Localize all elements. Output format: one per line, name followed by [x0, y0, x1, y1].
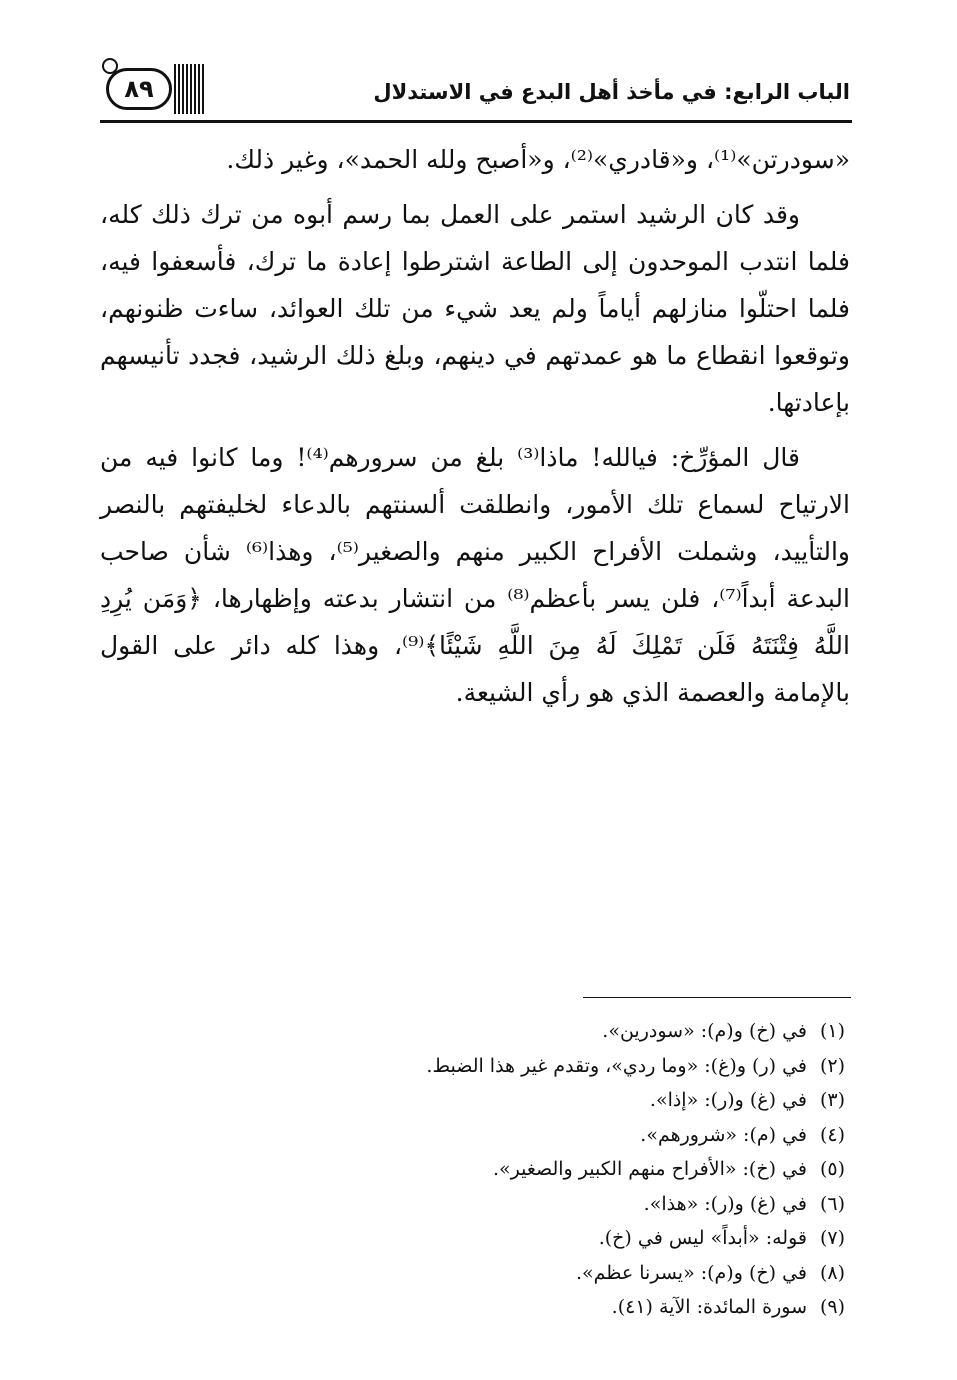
- footnote-text: في (ر) و(غ): «وما ردي»، وتقدم غير هذا الضبط.: [426, 1054, 807, 1077]
- header-rule: [100, 120, 852, 123]
- footnote-number: (٣): [819, 1089, 845, 1111]
- page-header: [100, 58, 852, 128]
- footnote-text: قوله: «أبداً» ليس في (خ).: [598, 1227, 807, 1249]
- paragraph-1: «سودرتن»⁽¹⁾، و«قادري»⁽²⁾، و«أصبح ولله الحمد»، وغير ذلك.: [226, 145, 850, 174]
- footnote-text: في (غ) و(ر): «إذا».: [649, 1089, 807, 1111]
- footnote-item: [245, 1083, 845, 1118]
- paragraph-3: قال المؤرِّخ: فيالله! ماذا⁽³⁾ بلغ من سرورهم⁽⁴⁾! وما كانوا فيه من الارتياح لسماع تلك الأمور، وانطلقت ألسنتهم بالدعاء لخليفتهم بالنصر والتأييد، وشملت الأفراح الكبير منهم والصغير⁽⁵⁾، وهذا⁽⁶⁾ شأن صاحب البدعة أبداً⁽⁷⁾، فلن يسر بأعظم⁽⁸⁾ من انتشار بدعته وإظهارها، ﴿وَمَن يُرِدِ اللَّهُ فِتْنَتَهُ فَلَن تَمْلِكَ لَهُ مِنَ اللَّهِ شَيْئًا﴾⁽⁹⁾، وهذا كله دائر على القول بالإمامة والعصمة الذي هو رأي الشيعة.: [100, 443, 850, 707]
- footnote-text: في (خ) و(م): «يسرنا عظم».: [576, 1261, 807, 1284]
- footnote-item: [245, 1221, 845, 1256]
- footnote-number: (٧): [819, 1227, 845, 1249]
- footnote-number: (٨): [819, 1261, 845, 1284]
- footnote-number: (١): [819, 1020, 845, 1042]
- footnote-number: (٤): [819, 1123, 845, 1146]
- ornament-bars: [174, 64, 204, 114]
- footnote-text: في (خ) و(م): «سودرين».: [602, 1020, 807, 1042]
- footnote-text: في (غ) و(ر): «هذا».: [643, 1192, 807, 1215]
- footnote-text: في (خ): «الأفراح منهم الكبير والصغير».: [492, 1158, 807, 1180]
- footnote-item: [245, 1187, 845, 1222]
- footnote-item: [245, 1049, 845, 1084]
- footnote-item: [245, 1118, 845, 1153]
- page-number: ٨٩: [106, 68, 172, 110]
- footnote-item: [245, 1256, 845, 1291]
- footnote-text: سورة المائدة: الآية (٤١).: [611, 1296, 807, 1318]
- footnote-text: في (م): «شرورهم».: [640, 1123, 807, 1146]
- paragraph-2: وقد كان الرشيد استمر على العمل بما رسم أبوه من ترك ذلك كله، فلما انتدب الموحدون إلى الطاعة اشترطوا إعادة ما ترك، فأسعفوا فيه، فلما احتلّوا منازلهم أياماً ولم يعد شيء من تلك العوائد، ساءت ظنونهم، وتوقعوا انقطاع ما هو عمدتهم في دينهم، وبلغ ذلك الرشيد، فجدد تأنيسهم بإعادتها.: [100, 200, 850, 417]
- footnote-item: [245, 1152, 845, 1187]
- main-text: [100, 136, 850, 724]
- footnote-item: [245, 1014, 845, 1049]
- footnote-separator: [583, 997, 851, 998]
- footnotes: [245, 1014, 845, 1325]
- footnote-number: (٩): [819, 1296, 845, 1318]
- footnote-number: (٢): [819, 1054, 845, 1077]
- footnote-item: [245, 1290, 845, 1325]
- footnote-number: (٦): [819, 1192, 845, 1215]
- chapter-title: الباب الرابع: في مأخذ أهل البدع في الاستدلال: [373, 80, 850, 104]
- footnote-number: (٥): [819, 1158, 845, 1180]
